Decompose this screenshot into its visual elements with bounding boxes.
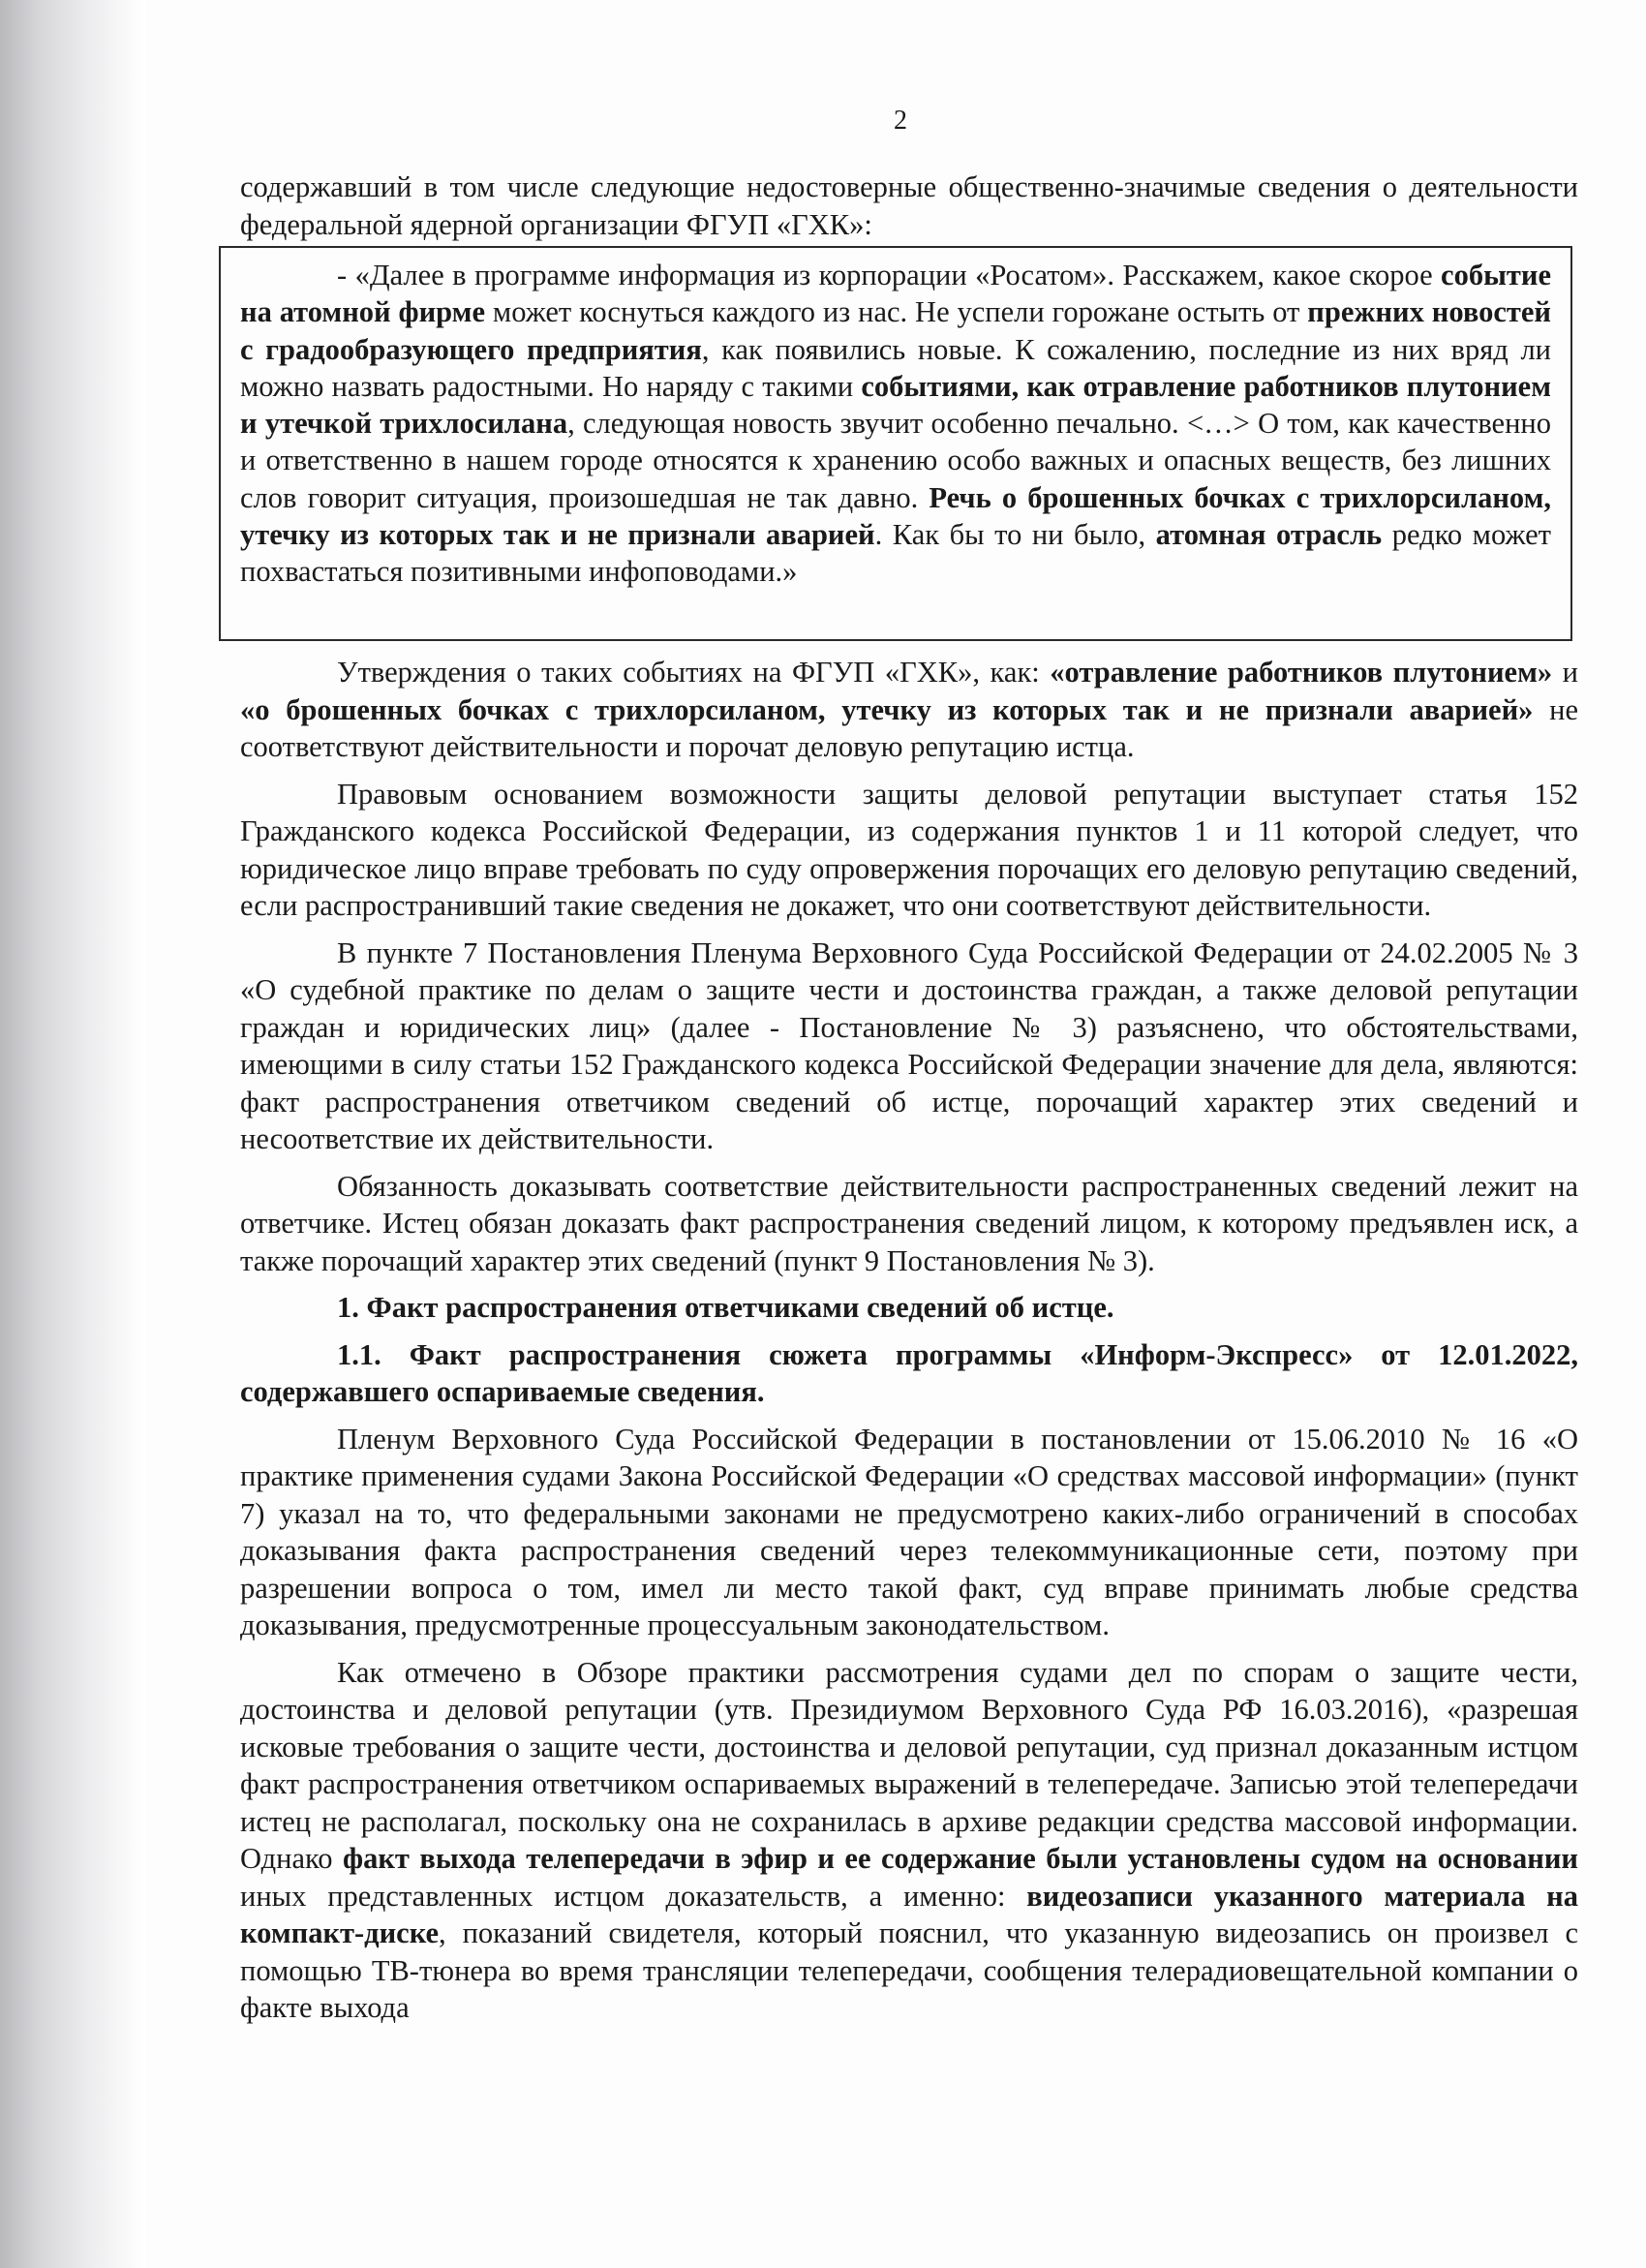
bold-run: прежних новостей с градообразующего предприятия: [240, 295, 1551, 366]
section-heading-1-1: 1.1. Факт распространения сюжета программы «Информ-Экспресс» от 12.01.2022, содержавшего оспариваемые сведения.: [240, 1337, 1578, 1408]
statements-paragraph: [240, 654, 1578, 766]
plenum-7-paragraph: В пункте 7 Постановления Пленума Верховного Суда Российской Федерации от 24.02.2005 № 3 «О судебной практике по делам о защите чести и достоинства граждан, а также деловой репутации граждан и юридических лиц» (далее - Постановление № 3) разъяснено, что обстоятельствами, имеющими в силу статьи 152 Гражданского кодекса Российской Федерации значение для дела, являются: факт распространения ответчиком сведений об истце, порочащий характер этих сведений и несоответствие их действительности.: [240, 935, 1578, 1155]
bold-run: видеозаписи указанного материала на компакт-диске: [240, 1879, 1578, 1949]
scan-shadow-edge: [0, 0, 145, 2268]
plenum-2010-paragraph: Пленум Верховного Суда Российской Федерации в постановлении от 15.06.2010 № 16 «О практике применения судами Закона Российской Федерации «О средствах массовой информации» (пункт 7) указал на то, что федеральными законами не предусмотрено каких-либо ограничений в способах доказывания факта распространения сведений через телекоммуникационные сети, поэтому при разрешении вопроса о том, имел ли место такой факт, суд вправе принимать любые средства доказывания, предусмотренные процессуальным законодательством.: [240, 1422, 1578, 1641]
intro-paragraph: содержавший в том числе следующие недостоверные общественно-значимые сведения о деятельности федеральной ядерной организации ФГУП «ГХК»:: [240, 170, 1578, 241]
text-run: Как отмечено в Обзоре практики рассмотрения судами дел по спорам о защите чести, достоинства и деловой репутации (утв. Президиумом Верховного Суда РФ 16.03.2016), «разрешая исковые требования о защите чести, достоинства и деловой репутации, суд признал доказанным истцом факт распространения ответчиком оспариваемых выражений в телепередаче. Записью этой телепередачи истец не располагал, поскольку она не сохранилась в архиве редакции средства массовой информации. Однако: [240, 1655, 1578, 1875]
review-paragraph: [240, 1654, 1578, 2027]
text-run: , следующая новость звучит особенно печально. <…> О том, как качественно и ответственно в нашем городе относятся к хранению особо важных и опасных веществ, без лишних слов говорит ситуация, произошедшая не так давно.: [240, 407, 1551, 514]
bold-run: «отравление работников плутонием»: [1050, 656, 1553, 689]
bold-run: «о брошенных бочках с трихлорсиланом, утечку из которых так и не признали аварией»: [240, 692, 1534, 726]
main-text: [240, 654, 1578, 2037]
bold-run: событиями, как отравление работников плутонием и утечкой трихлосилана: [240, 369, 1551, 441]
bold-run: атомная отрасль: [1155, 518, 1383, 552]
quoted-broadcast-box: [219, 246, 1572, 641]
text-run: может коснуться каждого из нас. Не успели горожане остыть от: [485, 295, 1308, 329]
text-run: не соответствуют действительности и порочат деловую репутацию истца.: [240, 692, 1578, 763]
text-run: , как появились новые. К сожалению, последние из них вряд ли можно назвать радостными. Но наряду с такими: [240, 332, 1551, 403]
page-number: 2: [894, 106, 907, 136]
bold-run: событие на атомной фирме: [240, 259, 1551, 329]
text-run: редко может похвастаться позитивными инфоповодами.»: [240, 518, 1551, 589]
bold-run: Речь о брошенных бочках с трихлорсиланом, утечку из которых так и не признали аварией: [240, 480, 1551, 552]
text-run: иных представленных истцом доказательств, а именно:: [240, 1879, 1027, 1913]
intro-block: [240, 169, 1578, 243]
text-run: , показаний свидетеля, который пояснил, что указанную видеозапись он произвел с помощью ТВ-тюнера во время трансляции телепередачи, сообщения телерадиовещательной компании о факте выхода: [240, 1916, 1578, 2024]
bold-run: факт выхода телепередачи в эфир и ее содержание были установлены судом на основании: [343, 1842, 1578, 1875]
text-run: - «Далее в программе информация из корпорации «Росатом». Расскажем, какое скорое: [337, 259, 1442, 291]
text-run: Утверждения о таких событиях на ФГУП «ГХК», как:: [337, 656, 1051, 689]
text-run: и: [1552, 656, 1578, 689]
section-heading-1: 1. Факт распространения ответчиками сведений об истце.: [337, 1291, 1114, 1324]
burden-of-proof-paragraph: Обязанность доказывать соответствие действительности распространенных сведений лежит на ответчике. Истец обязан доказать факт распространения сведений лицом, к которому предъявлен иск, а также порочащий характер этих сведений (пункт 9 Постановления № 3).: [240, 1169, 1578, 1277]
legal-basis-paragraph: Правовым основанием возможности защиты деловой репутации выступает статья 152 Гражданского кодекса Российской Федерации, из содержания пунктов 1 и 11 которой следует, что юридическое лицо вправе требовать по суду опровержения порочащих его деловую репутацию сведений, если распространивший такие сведения не докажет, что они соответствуют действительности.: [240, 777, 1578, 922]
text-run: . Как бы то ни было,: [874, 518, 1156, 552]
quote-paragraph: [240, 257, 1551, 591]
